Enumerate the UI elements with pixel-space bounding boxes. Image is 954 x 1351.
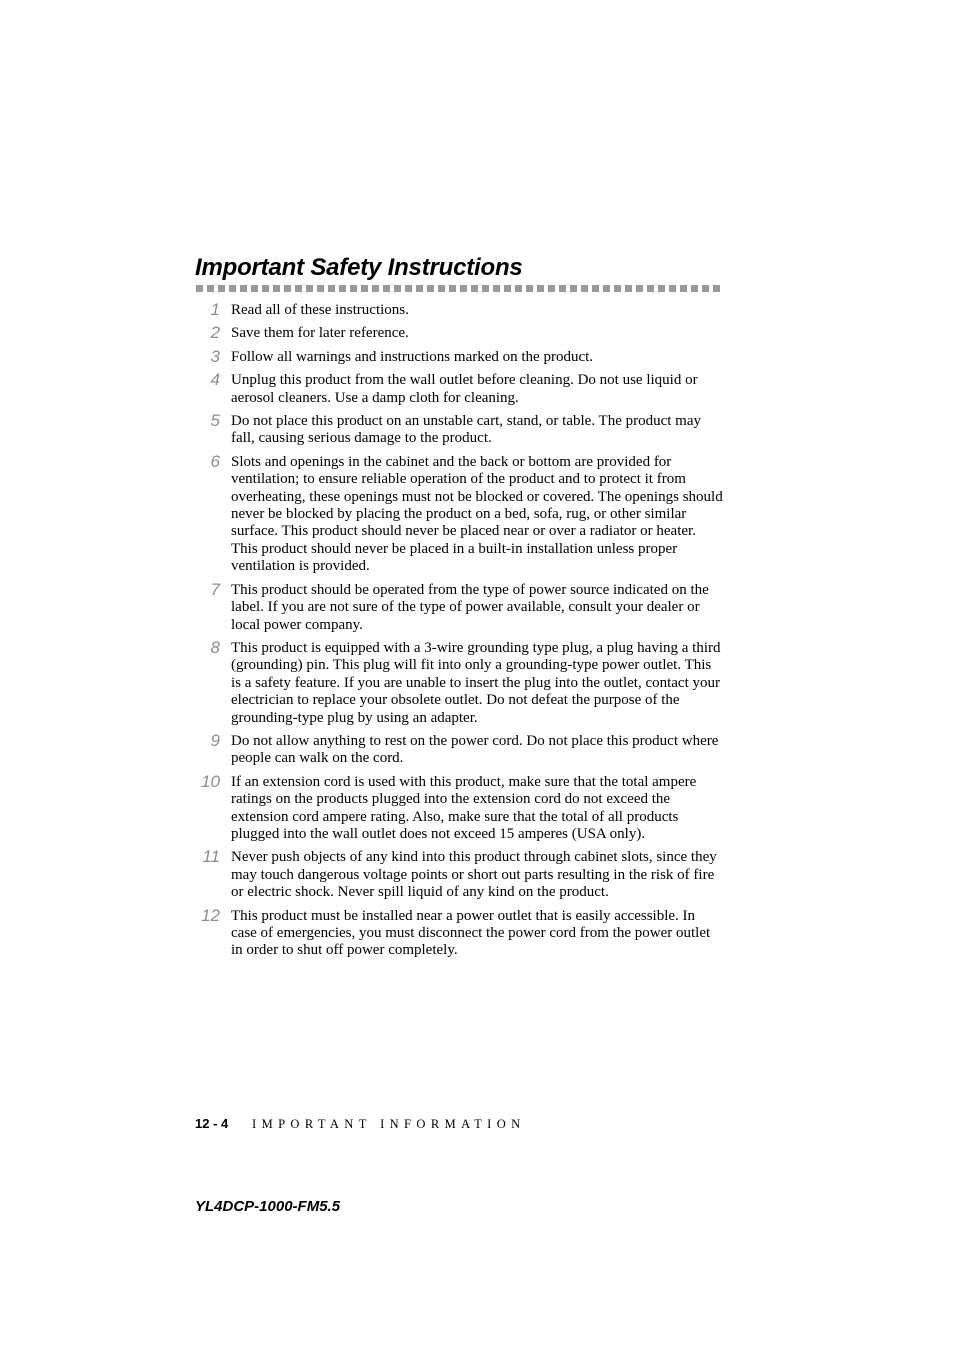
item-number: 2 (210, 323, 220, 343)
item-text: This product should be operated from the type of power source indicated on the label. If you are not sure of the type of power available, consult your dealer or local power company. (231, 581, 709, 633)
item-number: 12 (201, 905, 220, 925)
item-number: 6 (210, 451, 220, 471)
title-divider (196, 285, 722, 292)
page-number: 12 - 4 (195, 1116, 229, 1131)
item-number: 8 (210, 637, 220, 657)
item-text: Never push objects of any kind into this product through cabinet slots, since they may touch dangerous voltage points or short out parts resulting in the risk of fire or electric shock. Never spill liquid of any kind on the product. (231, 849, 717, 901)
list-item (0, 413, 954, 448)
item-text: Save them for later reference. (231, 325, 409, 342)
item-text: Unplug this product from the wall outlet before cleaning. Do not use liquid or aerosol cleaners. Use a damp cloth for cleaning. (231, 372, 698, 406)
list-item (0, 372, 954, 407)
item-number: 1 (210, 300, 220, 319)
list-item (0, 302, 954, 319)
section-title: IMPORTANT INFORMATION (252, 1117, 526, 1131)
instruction-list (0, 302, 954, 966)
item-text: This product is equipped with a 3-wire grounding type plug, a plug having a third (grounding) pin. This plug will fit into only a grounding-type power outlet. This is a safety feature. If you are unable to insert the plug into the outlet, contact your electrician to replace your obsolete outlet. Do not defeat the purpose of the grounding-type plug by using an adapter. (231, 639, 721, 726)
list-item (0, 579, 954, 634)
list-item (0, 637, 954, 727)
item-text: If an extension cord is used with this product, make sure that the total ampere ratings on the products plugged into the extension cord do not exceed the extension cord ampere rating. Also, make sure that the total of all products plugged into the wall outlet does not exceed 15 amperes (USA only). (231, 773, 697, 842)
list-item (0, 905, 954, 960)
page-title: Important Safety Instructions (195, 254, 523, 281)
item-number: 7 (210, 579, 220, 599)
list-item (0, 771, 954, 844)
list-item (0, 346, 954, 366)
list-item (0, 325, 954, 342)
list-item (0, 451, 954, 576)
item-number: 11 (202, 847, 220, 867)
item-text: Slots and openings in the cabinet and the back or bottom are provided for ventilation; to ensure reliable operation of the product and to protect it from overheating, these openings must not be blocked or covered. The openings should never be blocked by placing the product on a bed, sofa, rug, or other similar surface. This product should never be placed near or over a radiator or heater. This product should never be placed in a built-in installation unless proper ventilation is provided. (231, 453, 723, 575)
list-item (0, 730, 954, 768)
item-text: Read all of these instructions. (231, 302, 409, 318)
item-text: Do not place this product on an unstable cart, stand, or table. The product may fall, causing serious damage to the product. (231, 413, 702, 447)
item-number: 5 (210, 411, 220, 431)
item-text: Do not allow anything to rest on the power cord. Do not place this product where people can walk on the cord. (231, 732, 719, 767)
item-number: 9 (210, 730, 220, 750)
item-text: This product must be installed near a power outlet that is easily accessible. In case of emergencies, you must disconnect the power cord from the power outlet in order to shut off power completely. (231, 907, 711, 959)
item-number: 3 (210, 346, 220, 366)
list-item (0, 849, 954, 901)
item-number: 10 (201, 771, 220, 791)
document-id: YL4DCP-1000-FM5.5 (195, 1198, 341, 1215)
item-number: 4 (210, 370, 220, 390)
item-text: Follow all warnings and instructions marked on the product. (231, 348, 594, 365)
